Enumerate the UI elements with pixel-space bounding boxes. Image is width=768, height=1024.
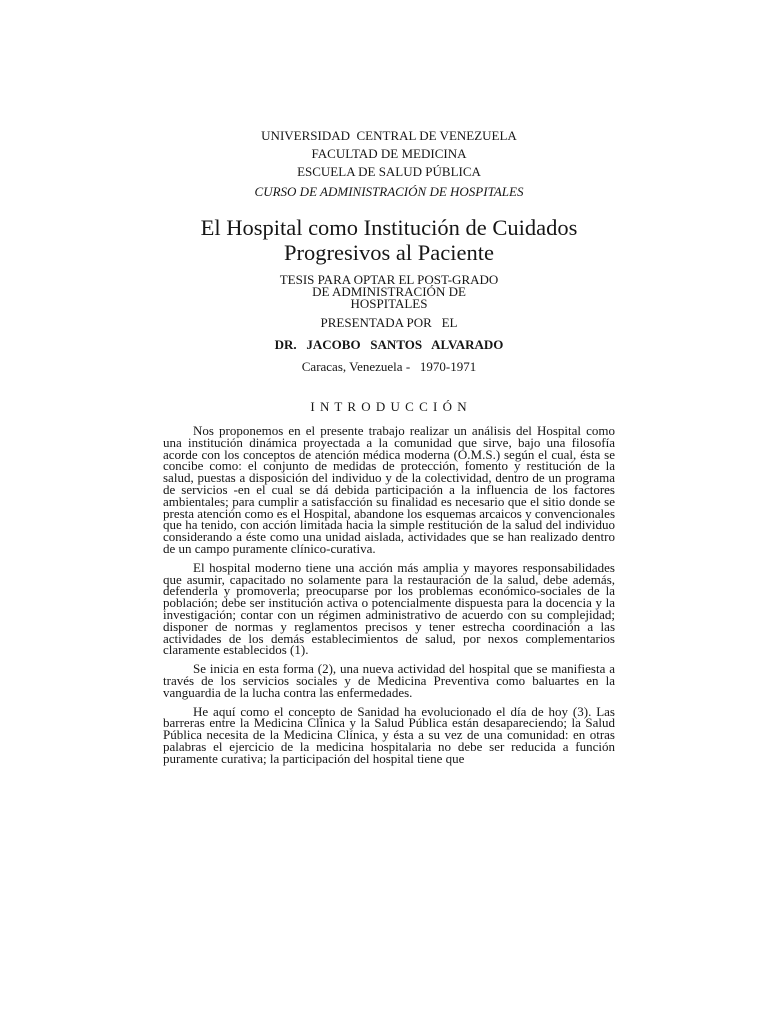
paragraph: Nos proponemos en el presente trabajo realizar un análisis del Hospital como una institución dinámica proyectada a la comunidad que sirve, bajo una filosofía acorde con los conceptos de atención médica moderna (O.M.S.) según el cual, ésta se concibe como: el conjunto de medidas de protección, fomento y restitución de la salud, puestas a disposición del individuo y de la colectividad, dentro de un programa de servicios -en el cual se dá debida participación a la influencia de los factores ambientales; para cumplir a satisfacción su finalidad es necesario que el sitio donde se presta atención como es el Hospital, abandone los esquemas arcaicos y convencionales que ha tenido, con acción limitada hacia la simple restitución de la salud del individuo considerando a éste como una unidad aislada, actividades que se han realizado dentro de un campo puramente clínico-curativa. bbox=[163, 423, 615, 556]
presented-by: PRESENTADA POR EL bbox=[320, 315, 458, 330]
paragraph: Se inicia en esta forma (2), una nueva actividad del hospital que se manifiesta a través de los servicios sociales y de Medicina Preventiva como baluartes en la vanguardia de la lucha contra las enfermedades. bbox=[163, 661, 615, 700]
author-name: DR. JACOBO SANTOS ALVARADO bbox=[274, 337, 504, 352]
title-line-1: El Hospital como Institución de Cuidados bbox=[200, 215, 578, 240]
document-page bbox=[163, 127, 615, 765]
place-and-date: Caracas, Venezuela - 1970-1971 bbox=[301, 359, 477, 374]
paragraph: El hospital moderno tiene una acción más amplia y mayores responsabilidades que asumir, capacitado no solamente para la restauración de la salud, debe además, defenderla y promoverla; preocuparse por los problemas económico-sociales de la población; debe ser institución activa o potencialmente dispuesta para la docencia y la investigación; contar con un régimen administrativo de acuerdo con su complejidad; disponer de normas y reglamentos precisos y tener estrecha coordinación a las actividades de los demás establecimientos de salud, por nexos complementarios claramente establecidos (1). bbox=[163, 559, 615, 658]
title-line-2: Progresivos al Paciente bbox=[284, 240, 494, 265]
thesis-statement bbox=[163, 274, 615, 310]
course-name: CURSO DE ADMINISTRACIÓN DE HOSPITALES bbox=[254, 184, 524, 199]
school-name: ESCUELA DE SALUD PÚBLICA bbox=[297, 164, 481, 179]
faculty-name: FACULTAD DE MEDICINA bbox=[311, 146, 467, 161]
thesis-line-1: TESIS PARA OPTAR EL POST-GRADO bbox=[279, 272, 499, 287]
paragraph: He aquí como el concepto de Sanidad ha evolucionado el día de hoy (3). Las barreras entre la Medicina Clínica y la Salud Pública están desapareciendo; la Salud Pública necesita de la Medicina Clínica, y ésta a su vez de una comunidad: en otras palabras el ejercicio de la medicina hospitalaria no debe ser reducida a función puramente curativa; la participación del hospital tiene que bbox=[163, 703, 615, 766]
thesis-line-3: HOSPITALES bbox=[350, 296, 428, 311]
section-heading: I N T R O D U C C I Ó N bbox=[310, 399, 468, 414]
university-name: UNIVERSIDAD CENTRAL DE VENEZUELA bbox=[261, 128, 517, 143]
thesis-line-2: DE ADMINISTRACIÓN DE bbox=[312, 284, 466, 299]
body-text bbox=[163, 425, 615, 765]
document-title bbox=[163, 215, 615, 265]
